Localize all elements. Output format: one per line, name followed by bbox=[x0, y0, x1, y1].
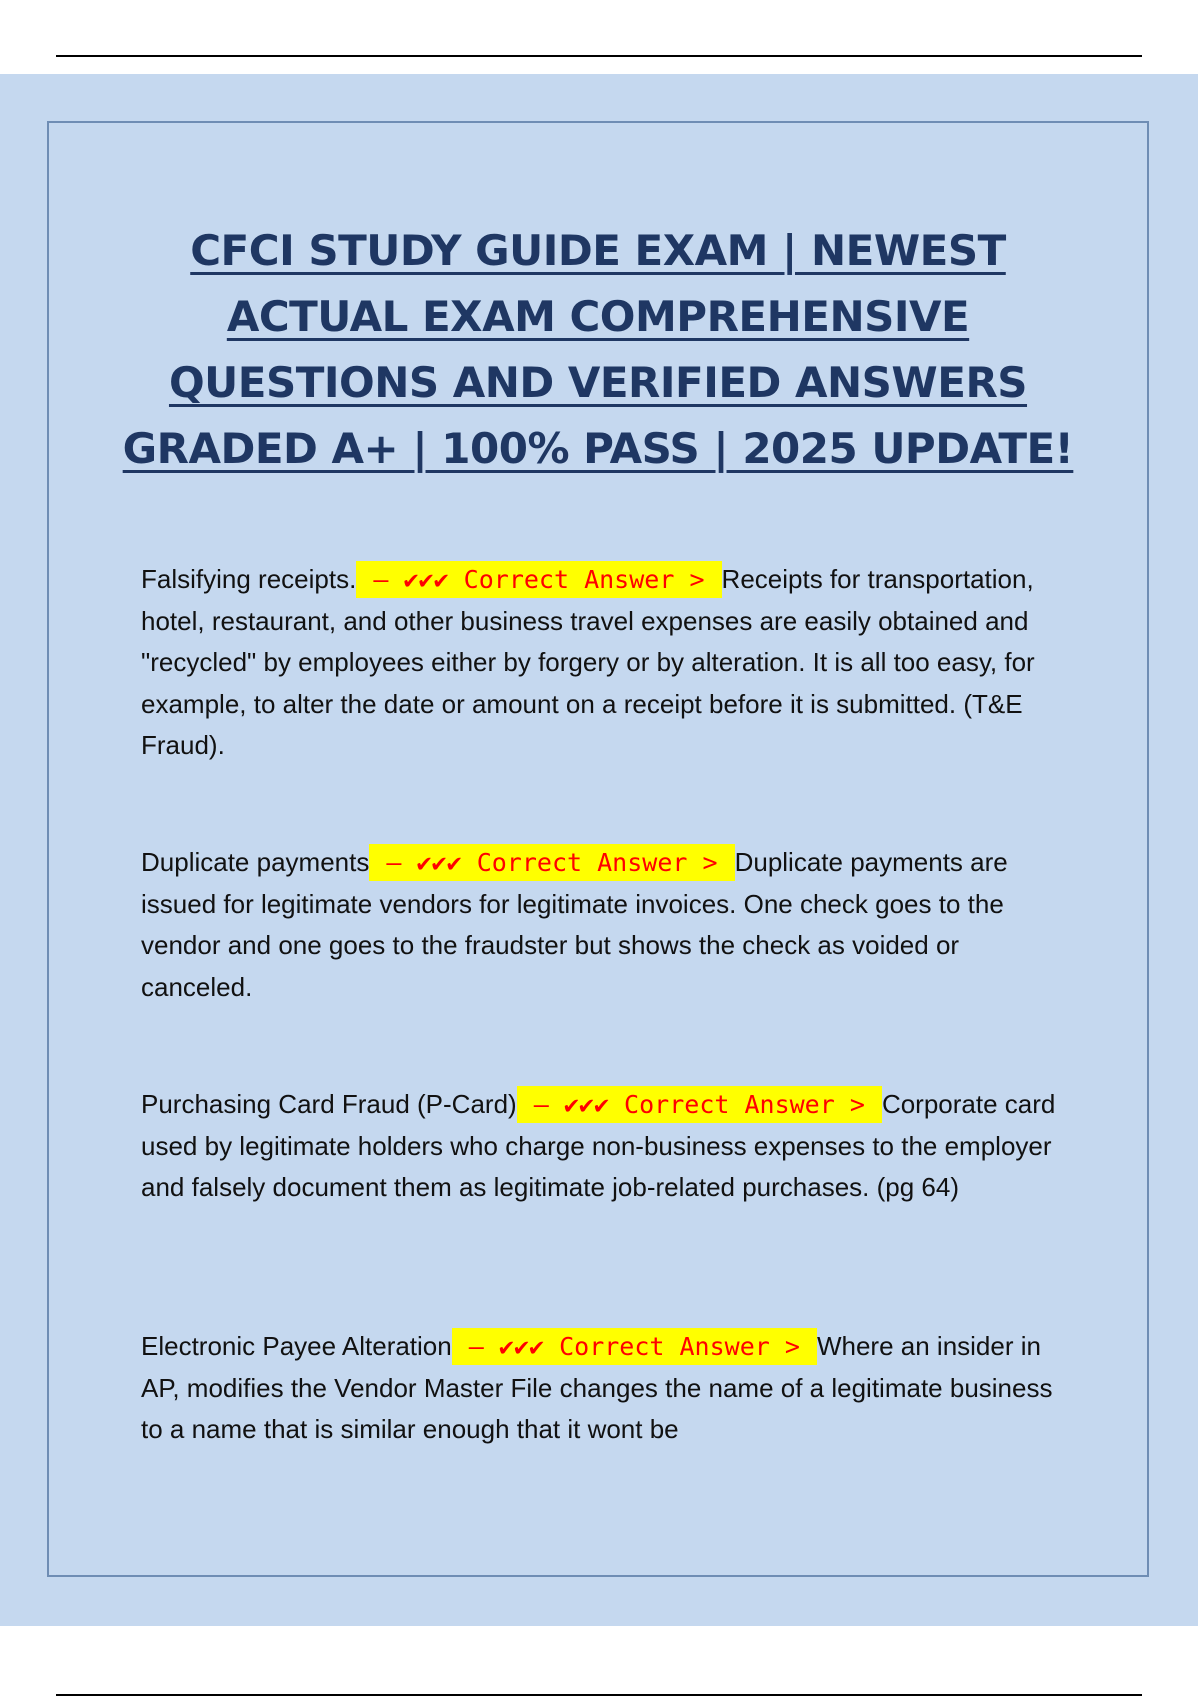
question-term: Purchasing Card Fraud (P-Card) bbox=[141, 1089, 517, 1119]
question-term: Electronic Payee Alteration bbox=[141, 1331, 452, 1361]
correct-answer-marker: – ✔✔✔ Correct Answer > bbox=[517, 1086, 882, 1123]
correct-answer-marker: – ✔✔✔ Correct Answer > bbox=[356, 561, 721, 598]
footer-rule bbox=[56, 1694, 1142, 1696]
document-title: CFCI STUDY GUIDE EXAM | NEWEST ACTUAL EXAM COMPREHENSIVE QUESTIONS AND VERIFIED ANSWERS GRADED A+ | 100% PASS | 2025 UPDATE! bbox=[122, 226, 1074, 473]
answer-text: Receipts for transportation, hotel, restaurant, and other business travel expenses are easily obtained and "recycled" by employees either by forgery or by alteration. It is all too easy, for example, to alter the date or amount on a receipt before it is submitted. (T&E Fraud). bbox=[141, 564, 1035, 760]
qa-entry bbox=[141, 1084, 1061, 1209]
qa-entry bbox=[141, 559, 1061, 767]
question-term: Duplicate payments bbox=[141, 847, 370, 877]
qa-entry bbox=[141, 842, 1061, 1008]
header-rule bbox=[56, 55, 1142, 57]
correct-answer-marker: – ✔✔✔ Correct Answer > bbox=[452, 1328, 817, 1365]
answer-text: Corporate card used by legitimate holders who charge non-business expenses to the employer and falsely document them as legitimate job-related purchases. (pg 64) bbox=[141, 1089, 1056, 1202]
qa-entry bbox=[141, 1326, 1061, 1451]
answer-text: Duplicate payments are issued for legitimate vendors for legitimate invoices. One check goes to the vendor and one goes to the fraudster but shows the check as voided or canceled. bbox=[141, 847, 1008, 1002]
correct-answer-marker: – ✔✔✔ Correct Answer > bbox=[369, 844, 734, 881]
question-term: Falsifying receipts. bbox=[141, 564, 357, 594]
answer-text: Where an insider in AP, modifies the Vendor Master File changes the name of a legitimate business to a name that is similar enough that it wont be bbox=[141, 1331, 1053, 1444]
